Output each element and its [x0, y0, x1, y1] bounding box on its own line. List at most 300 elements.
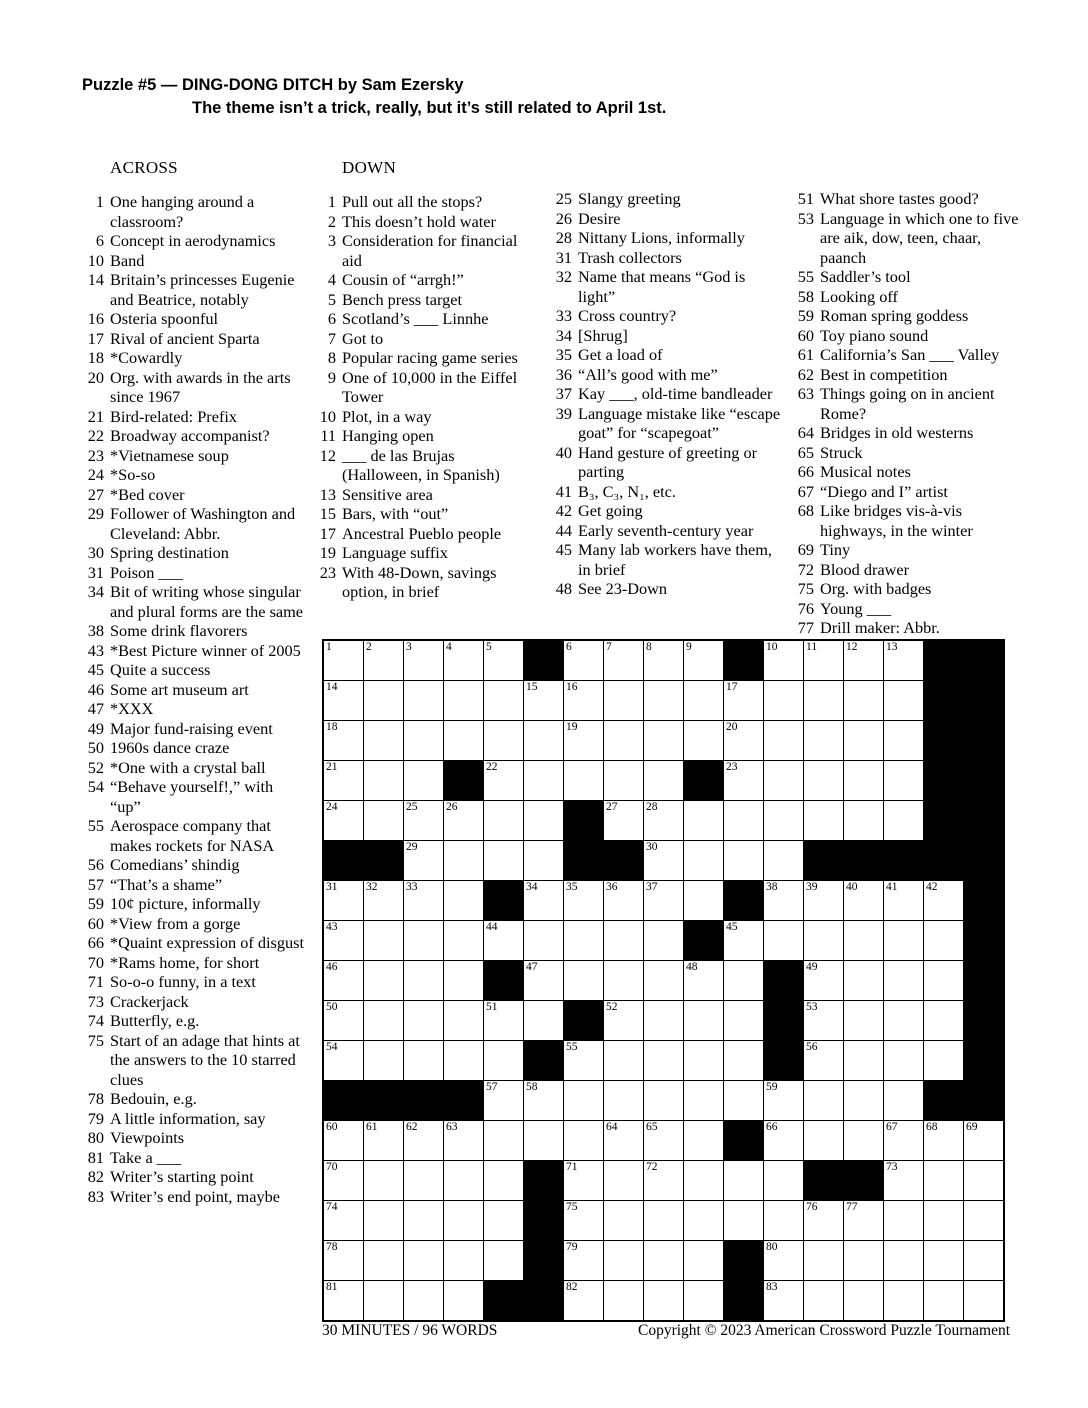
grid-cell[interactable] [764, 921, 804, 961]
grid-cell[interactable] [884, 961, 924, 1001]
page-title: Puzzle #5 — DING-DONG DITCH by Sam Ezersky [82, 76, 464, 94]
grid-cell[interactable] [404, 1041, 444, 1081]
clue-text: Band [110, 250, 145, 270]
grid-cell[interactable] [764, 1161, 804, 1201]
grid-cell[interactable] [804, 921, 844, 961]
clue-item [84, 1167, 306, 1187]
clue-item [84, 1128, 306, 1148]
clue-number: 72 [797, 559, 814, 579]
grid-cell[interactable] [364, 681, 404, 721]
grid-cell[interactable] [684, 640, 724, 681]
clue-number: 34 [87, 582, 104, 601]
grid-cell[interactable] [764, 1121, 804, 1161]
grid-cell[interactable] [924, 881, 964, 921]
grid-cell[interactable] [564, 1081, 604, 1121]
grid-cell[interactable] [524, 801, 564, 841]
grid-cell[interactable] [323, 881, 364, 921]
grid-cell[interactable] [724, 1001, 764, 1041]
grid-cell[interactable] [484, 761, 524, 801]
grid-cell[interactable] [884, 1161, 924, 1201]
grid-cell[interactable] [323, 761, 364, 801]
grid-cell[interactable] [884, 801, 924, 841]
grid-cell[interactable] [644, 1001, 684, 1041]
grid-cell[interactable] [564, 721, 604, 761]
grid-cell-number: 7 [606, 641, 612, 653]
grid-cell[interactable] [404, 841, 444, 881]
grid-cell[interactable] [364, 881, 404, 921]
grid-cell[interactable] [644, 961, 684, 1001]
grid-cell-number: 35 [566, 881, 578, 893]
grid-cell[interactable] [564, 1121, 604, 1161]
clue-text: Butterfly, e.g. [110, 1011, 200, 1030]
grid-cell[interactable] [524, 681, 564, 721]
clue-item [552, 521, 782, 541]
grid-block-cell [964, 801, 1005, 841]
grid-cell[interactable] [804, 1001, 844, 1041]
grid-cell[interactable] [524, 961, 564, 1001]
grid-cell[interactable] [524, 921, 564, 961]
grid-cell[interactable] [364, 801, 404, 841]
grid-cell[interactable] [444, 881, 484, 921]
grid-cell[interactable] [604, 1041, 644, 1081]
clue-text: *Cowardly [110, 348, 183, 367]
grid-cell[interactable] [364, 1041, 404, 1081]
clue-item [794, 462, 1019, 482]
clue-number: 66 [87, 933, 104, 952]
grid-cell[interactable] [404, 961, 444, 1001]
grid-cell[interactable] [764, 721, 804, 761]
clue-item [794, 306, 1019, 326]
grid-cell[interactable] [964, 1241, 1005, 1281]
grid-cell[interactable] [604, 1161, 644, 1201]
grid-cell[interactable] [604, 1281, 644, 1322]
grid-cell[interactable] [924, 1121, 964, 1161]
clue-item [84, 231, 306, 251]
grid-cell[interactable] [844, 1001, 884, 1041]
clue-number: 34 [555, 325, 572, 345]
grid-cell[interactable] [724, 681, 764, 721]
grid-cell[interactable] [844, 640, 884, 681]
grid-cell[interactable] [844, 1241, 884, 1281]
grid-cell[interactable] [844, 681, 884, 721]
grid-cell[interactable] [884, 761, 924, 801]
grid-cell[interactable] [364, 761, 404, 801]
grid-cell-number: 66 [766, 1121, 778, 1133]
grid-cell[interactable] [644, 1201, 684, 1241]
grid-cell[interactable] [404, 1161, 444, 1201]
grid-cell[interactable] [444, 1001, 484, 1041]
grid-cell[interactable] [644, 921, 684, 961]
grid-cell[interactable] [444, 1281, 484, 1322]
grid-cell[interactable] [404, 1001, 444, 1041]
clue-item [316, 368, 538, 407]
grid-cell[interactable] [804, 1201, 844, 1241]
grid-cell[interactable] [764, 640, 804, 681]
grid-cell[interactable] [804, 640, 844, 681]
grid-block-cell [764, 1001, 804, 1041]
grid-cell[interactable] [684, 1001, 724, 1041]
grid-cell[interactable] [844, 801, 884, 841]
grid-cell[interactable] [684, 961, 724, 1001]
grid-cell[interactable] [604, 1241, 644, 1281]
grid-cell[interactable] [323, 961, 364, 1001]
clue-number: 17 [319, 523, 336, 543]
grid-cell[interactable] [884, 721, 924, 761]
grid-cell[interactable] [444, 721, 484, 761]
grid-cell[interactable] [684, 1081, 724, 1121]
grid-cell-number: 64 [606, 1121, 618, 1133]
grid-cell[interactable] [444, 1201, 484, 1241]
clue-number: 13 [319, 484, 336, 504]
grid-cell[interactable] [684, 1241, 724, 1281]
grid-cell[interactable] [684, 1121, 724, 1161]
grid-cell[interactable] [684, 1041, 724, 1081]
grid-cell[interactable] [364, 640, 404, 681]
grid-cell[interactable] [484, 841, 524, 881]
grid-cell[interactable] [323, 721, 364, 761]
clue-number: 31 [555, 247, 572, 267]
grid-cell[interactable] [323, 1201, 364, 1241]
grid-cell[interactable] [764, 1281, 804, 1322]
clue-number: 15 [319, 504, 336, 523]
grid-cell[interactable] [684, 801, 724, 841]
clue-number: 75 [87, 1030, 104, 1050]
grid-cell[interactable] [604, 1081, 644, 1121]
clue-item [794, 423, 1019, 443]
clue-text: Rival of ancient Sparta [110, 328, 260, 348]
grid-cell[interactable] [724, 921, 764, 961]
grid-cell[interactable] [524, 761, 564, 801]
grid-cell-number: 25 [406, 801, 418, 813]
clue-number: 73 [87, 991, 104, 1011]
clue-item [794, 482, 1019, 502]
grid-cell[interactable] [444, 841, 484, 881]
grid-cell[interactable] [884, 1001, 924, 1041]
grid-cell[interactable] [964, 1281, 1005, 1322]
grid-cell[interactable] [484, 1241, 524, 1281]
grid-cell[interactable] [804, 1241, 844, 1281]
grid-cell[interactable] [644, 801, 684, 841]
grid-cell[interactable] [524, 881, 564, 921]
grid-cell[interactable] [924, 961, 964, 1001]
grid-cell[interactable] [484, 801, 524, 841]
grid-cell[interactable] [323, 1281, 364, 1322]
grid-cell[interactable] [444, 921, 484, 961]
grid-cell[interactable] [484, 1121, 524, 1161]
grid-cell[interactable] [724, 1081, 764, 1121]
grid-cell[interactable] [364, 1001, 404, 1041]
grid-cell[interactable] [644, 1241, 684, 1281]
grid-cell[interactable] [524, 841, 564, 881]
grid-cell[interactable] [764, 1081, 804, 1121]
grid-block-cell [484, 881, 524, 921]
grid-cell[interactable] [844, 881, 884, 921]
grid-block-cell [804, 1161, 844, 1201]
grid-cell[interactable] [644, 1161, 684, 1201]
grid-cell[interactable] [323, 921, 364, 961]
grid-cell[interactable] [404, 1121, 444, 1161]
grid-cell[interactable] [364, 921, 404, 961]
grid-cell[interactable] [404, 640, 444, 681]
grid-cell[interactable] [884, 1241, 924, 1281]
grid-cell[interactable] [844, 721, 884, 761]
grid-cell[interactable] [604, 681, 644, 721]
clue-number: 67 [797, 481, 814, 501]
grid-cell[interactable] [884, 681, 924, 721]
grid-cell[interactable] [524, 1081, 564, 1121]
grid-cell[interactable] [884, 921, 924, 961]
grid-cell[interactable] [924, 1041, 964, 1081]
grid-cell[interactable] [844, 1201, 884, 1241]
grid-cell[interactable] [844, 921, 884, 961]
grid-cell[interactable] [323, 640, 364, 681]
grid-cell[interactable] [524, 1001, 564, 1041]
grid-cell[interactable] [484, 1161, 524, 1201]
grid-cell[interactable] [764, 881, 804, 921]
grid-cell[interactable] [564, 881, 604, 921]
grid-cell[interactable] [604, 1001, 644, 1041]
grid-block-cell [964, 681, 1005, 721]
grid-cell[interactable] [404, 1241, 444, 1281]
grid-cell[interactable] [444, 1161, 484, 1201]
crossword-grid[interactable] [322, 639, 1005, 1322]
grid-cell[interactable] [684, 1281, 724, 1322]
grid-cell[interactable] [684, 1201, 724, 1241]
grid-cell[interactable] [964, 1161, 1005, 1201]
grid-cell[interactable] [444, 1041, 484, 1081]
grid-cell[interactable] [564, 1241, 604, 1281]
clue-text: Some drink flavorers [110, 621, 248, 640]
grid-cell[interactable] [844, 1121, 884, 1161]
grid-cell[interactable] [564, 681, 604, 721]
grid-cell[interactable] [604, 1201, 644, 1241]
grid-cell[interactable] [844, 1281, 884, 1322]
grid-cell[interactable] [844, 1041, 884, 1081]
clue-item [552, 384, 782, 404]
grid-cell[interactable] [564, 1281, 604, 1322]
grid-cell[interactable] [404, 881, 444, 921]
grid-cell[interactable] [604, 921, 644, 961]
grid-cell[interactable] [524, 1121, 564, 1161]
grid-cell[interactable] [604, 881, 644, 921]
grid-cell[interactable] [644, 1081, 684, 1121]
grid-cell[interactable] [804, 1281, 844, 1322]
grid-cell[interactable] [924, 1001, 964, 1041]
grid-cell[interactable] [484, 1201, 524, 1241]
grid-cell[interactable] [404, 921, 444, 961]
grid-cell[interactable] [804, 881, 844, 921]
grid-block-cell [964, 921, 1005, 961]
grid-cell[interactable] [724, 1161, 764, 1201]
grid-cell[interactable] [644, 721, 684, 761]
grid-cell[interactable] [323, 1001, 364, 1041]
grid-cell[interactable] [844, 1081, 884, 1121]
grid-cell[interactable] [804, 721, 844, 761]
grid-cell[interactable] [444, 681, 484, 721]
grid-cell[interactable] [444, 640, 484, 681]
clue-number: 59 [87, 894, 104, 913]
grid-cell[interactable] [924, 1241, 964, 1281]
grid-cell[interactable] [323, 1161, 364, 1201]
clue-text: Take a ___ [110, 1147, 182, 1167]
grid-cell[interactable] [364, 1201, 404, 1241]
clue-text: “Diego and I” artist [820, 481, 948, 501]
grid-cell[interactable] [884, 1281, 924, 1322]
grid-cell[interactable] [884, 640, 924, 681]
grid-cell[interactable] [804, 801, 844, 841]
grid-cell[interactable] [644, 761, 684, 801]
grid-cell[interactable] [444, 801, 484, 841]
grid-cell[interactable] [644, 1281, 684, 1322]
clue-text: Trash collectors [578, 247, 682, 267]
grid-cell[interactable] [924, 1201, 964, 1241]
clue-number: 5 [327, 289, 336, 309]
grid-cell[interactable] [484, 921, 524, 961]
grid-cell[interactable] [724, 1201, 764, 1241]
clue-number: 33 [555, 306, 572, 325]
grid-cell[interactable] [604, 801, 644, 841]
grid-cell[interactable] [484, 721, 524, 761]
grid-cell[interactable] [764, 761, 804, 801]
grid-cell[interactable] [364, 1121, 404, 1161]
grid-block-cell [524, 1241, 564, 1281]
grid-cell[interactable] [804, 681, 844, 721]
grid-cell[interactable] [724, 1041, 764, 1081]
grid-cell[interactable] [404, 801, 444, 841]
grid-cell[interactable] [323, 1121, 364, 1161]
grid-cell[interactable] [404, 721, 444, 761]
grid-cell[interactable] [564, 1161, 604, 1201]
grid-cell[interactable] [404, 761, 444, 801]
grid-cell[interactable] [884, 1041, 924, 1081]
grid-cell[interactable] [323, 1241, 364, 1281]
grid-cell[interactable] [804, 1041, 844, 1081]
grid-cell[interactable] [724, 761, 764, 801]
grid-cell[interactable] [604, 721, 644, 761]
clue-item [84, 426, 306, 446]
grid-cell[interactable] [444, 961, 484, 1001]
grid-cell[interactable] [364, 1161, 404, 1201]
grid-cell[interactable] [644, 841, 684, 881]
grid-cell[interactable] [604, 761, 644, 801]
clue-text: “All’s good with me” [578, 364, 718, 384]
grid-cell[interactable] [404, 1281, 444, 1322]
grid-cell[interactable] [323, 1041, 364, 1081]
grid-cell-number: 15 [526, 681, 538, 693]
grid-cell[interactable] [444, 1241, 484, 1281]
grid-cell[interactable] [444, 1121, 484, 1161]
grid-cell[interactable] [484, 1041, 524, 1081]
clue-number: 27 [87, 484, 104, 504]
grid-block-cell [684, 921, 724, 961]
grid-cell[interactable] [484, 1081, 524, 1121]
grid-cell-number: 48 [686, 961, 698, 973]
grid-cell[interactable] [804, 961, 844, 1001]
grid-cell[interactable] [484, 1001, 524, 1041]
grid-cell[interactable] [604, 640, 644, 681]
grid-cell[interactable] [764, 681, 804, 721]
grid-cell[interactable] [724, 801, 764, 841]
grid-cell[interactable] [484, 640, 524, 681]
grid-cell[interactable] [884, 1201, 924, 1241]
grid-cell[interactable] [644, 881, 684, 921]
clue-text: *View from a gorge [110, 913, 241, 933]
grid-cell-number: 12 [846, 641, 858, 653]
grid-cell[interactable] [884, 881, 924, 921]
grid-cell[interactable] [564, 921, 604, 961]
grid-block-cell [524, 1161, 564, 1201]
grid-cell[interactable] [684, 841, 724, 881]
grid-cell[interactable] [644, 1041, 684, 1081]
grid-cell[interactable] [764, 1201, 804, 1241]
grid-cell[interactable] [564, 961, 604, 1001]
grid-cell[interactable] [724, 841, 764, 881]
grid-cell-number: 19 [566, 721, 578, 733]
grid-cell[interactable] [524, 721, 564, 761]
grid-cell[interactable] [764, 841, 804, 881]
grid-cell[interactable] [484, 681, 524, 721]
grid-cell[interactable] [604, 961, 644, 1001]
grid-cell[interactable] [764, 1241, 804, 1281]
grid-cell[interactable] [924, 1161, 964, 1201]
grid-cell[interactable] [684, 681, 724, 721]
clue-text: *XXX [110, 699, 154, 718]
clue-text: Tiny [820, 540, 851, 559]
grid-cell[interactable] [644, 681, 684, 721]
clue-number: 25 [555, 189, 572, 208]
grid-table[interactable] [322, 639, 1005, 1322]
grid-cell[interactable] [364, 1281, 404, 1322]
grid-cell[interactable] [724, 721, 764, 761]
grid-cell[interactable] [844, 761, 884, 801]
clue-item [794, 267, 1019, 287]
grid-cell[interactable] [684, 721, 724, 761]
grid-row [323, 921, 1004, 961]
grid-cell[interactable] [323, 801, 364, 841]
grid-cell[interactable] [724, 961, 764, 1001]
grid-cell[interactable] [564, 1201, 604, 1241]
grid-cell[interactable] [844, 961, 884, 1001]
grid-cell[interactable] [764, 801, 804, 841]
grid-cell[interactable] [564, 1041, 604, 1081]
grid-cell[interactable] [964, 1121, 1005, 1161]
grid-cell[interactable] [564, 640, 604, 681]
grid-cell[interactable] [964, 1201, 1005, 1241]
grid-cell[interactable] [404, 1201, 444, 1241]
grid-cell[interactable] [404, 681, 444, 721]
grid-cell[interactable] [564, 761, 604, 801]
grid-cell[interactable] [644, 640, 684, 681]
grid-cell[interactable] [884, 1081, 924, 1121]
grid-cell[interactable] [804, 761, 844, 801]
grid-cell[interactable] [884, 1121, 924, 1161]
grid-cell[interactable] [804, 1081, 844, 1121]
grid-cell[interactable] [924, 921, 964, 961]
grid-cell[interactable] [804, 1121, 844, 1161]
grid-cell-number: 10 [766, 641, 778, 653]
clue-text: Toy piano sound [820, 325, 929, 345]
grid-cell[interactable] [364, 721, 404, 761]
clue-text: Drill maker: Abbr. [820, 618, 940, 637]
grid-cell[interactable] [364, 1241, 404, 1281]
grid-cell[interactable] [684, 1161, 724, 1201]
grid-cell[interactable] [323, 681, 364, 721]
grid-cell[interactable] [364, 961, 404, 1001]
grid-cell[interactable] [644, 1121, 684, 1161]
grid-cell[interactable] [604, 1121, 644, 1161]
grid-cell[interactable] [684, 881, 724, 921]
grid-cell[interactable] [924, 1281, 964, 1322]
